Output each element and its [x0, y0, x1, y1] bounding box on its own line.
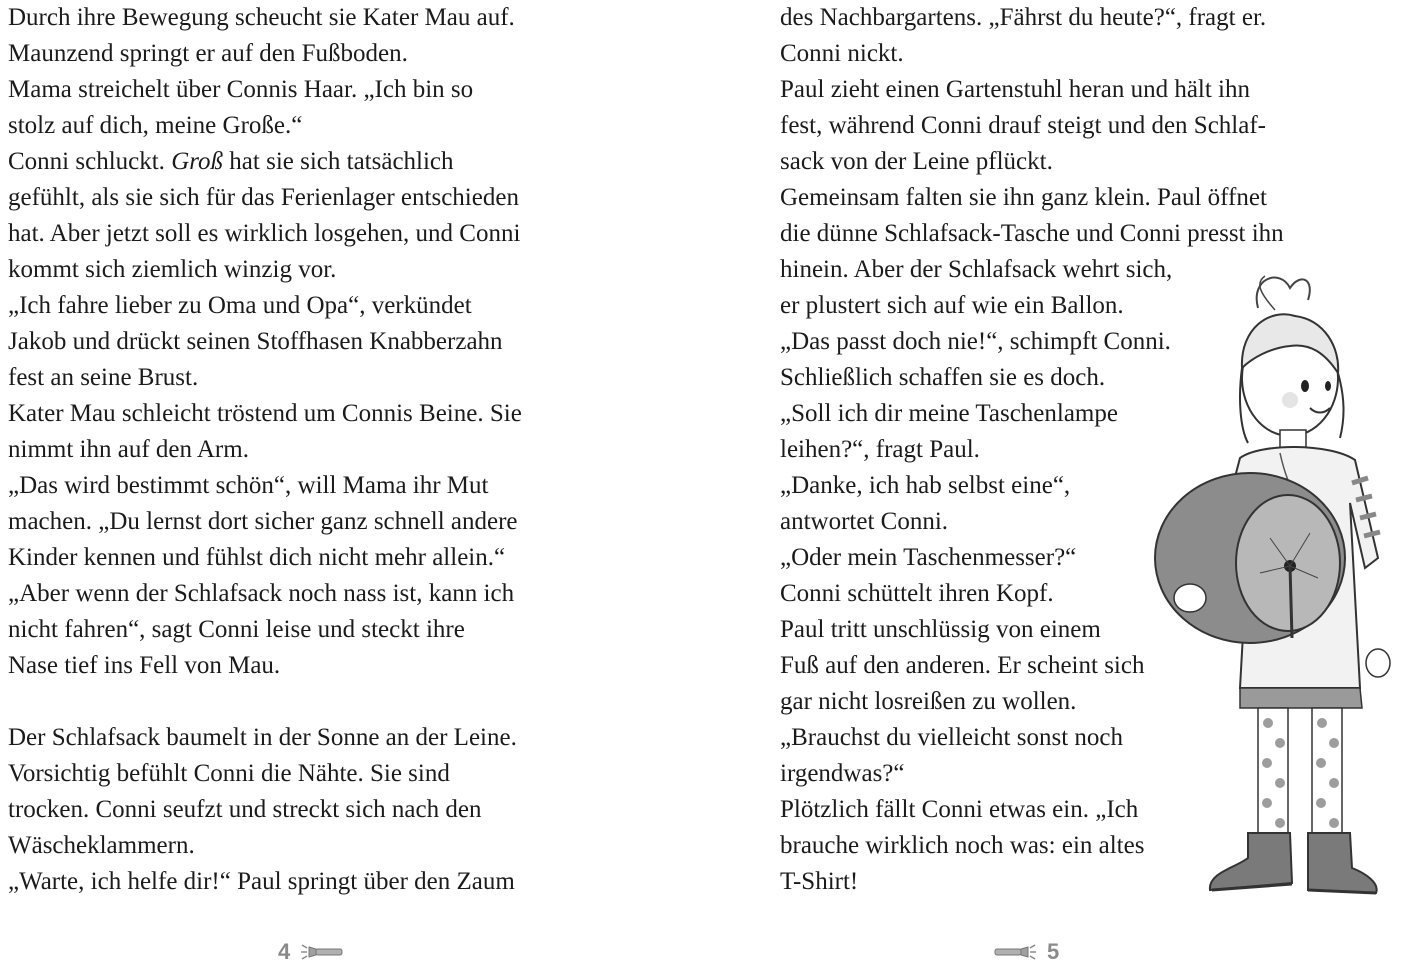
left-page-text	[8, 0, 522, 900]
text-line: er plustert sich auf wie ein Ballon.	[780, 292, 1124, 319]
text-line: Wäscheklammern.	[8, 832, 195, 859]
page-number: 4	[278, 939, 291, 964]
text-line: nimmt ihn auf den Arm.	[8, 436, 249, 463]
text-line: „Warte, ich helfe dir!“ Paul springt über den Zaum	[8, 868, 515, 895]
text-segment: Conni schluckt.	[8, 148, 172, 175]
text-line: „Soll ich dir meine Taschenlampe	[780, 400, 1118, 427]
page-number: 5	[1047, 939, 1060, 964]
text-line: des Nachbargartens. „Fährst du heute?“, fragt er.	[780, 4, 1267, 31]
text-line: „Brauchst du vielleicht sonst noch	[780, 724, 1123, 751]
text-line: Schließlich schaffen sie es doch.	[780, 364, 1106, 391]
girl-with-sleeping-bag-illustration	[1140, 268, 1408, 908]
text-line: Vorsichtig befühlt Conni die Nähte. Sie sind	[8, 760, 450, 787]
flashlight-icon	[300, 942, 344, 962]
text-line: Kinder kennen und fühlst dich nicht mehr allein.“	[8, 544, 506, 571]
text-line: Kater Mau schleicht tröstend um Connis Beine. Sie	[8, 400, 522, 427]
text-line: machen. „Du lernst dort sicher ganz schnell andere	[8, 508, 518, 535]
text-line: stolz auf dich, meine Große.“	[8, 112, 303, 139]
text-line: Conni nickt.	[780, 40, 904, 67]
text-line: Paul tritt unschlüssig von einem	[780, 616, 1101, 643]
text-line: Fuß auf den anderen. Er scheint sich	[780, 652, 1145, 679]
text-line: fest an seine Brust.	[8, 364, 199, 391]
text-line: Plötzlich fällt Conni etwas ein. „Ich	[780, 796, 1139, 823]
text-line: „Das passt doch nie!“, schimpft Conni.	[780, 328, 1171, 355]
text-line: Conni schüttelt ihren Kopf.	[780, 580, 1054, 607]
text-line: irgendwas?“	[780, 760, 905, 787]
text-line: leihen?“, fragt Paul.	[780, 436, 980, 463]
text-segment: hat sie sich tatsächlich	[223, 148, 454, 175]
text-line: „Aber wenn der Schlafsack noch nass ist, kann ich	[8, 580, 515, 607]
text-line: Maunzend springt er auf den Fußboden.	[8, 40, 408, 67]
left-page-footer	[278, 936, 344, 968]
text-line: kommt sich ziemlich winzig vor.	[8, 256, 337, 283]
text-line: T-Shirt!	[780, 868, 859, 895]
text-line: sack von der Leine pflückt.	[780, 148, 1053, 175]
text-line: Mama streichelt über Connis Haar. „Ich bin so	[8, 76, 474, 103]
text-line: Durch ihre Bewegung scheucht sie Kater Mau auf.	[8, 4, 515, 31]
right-page-footer	[993, 936, 1059, 968]
text-line: „Oder mein Taschenmesser?“	[780, 544, 1077, 571]
text-line: gefühlt, als sie sich für das Ferienlager entschieden	[8, 184, 519, 211]
text-line: „Ich fahre lieber zu Oma und Opa“, verkündet	[8, 292, 472, 319]
text-line: Nase tief ins Fell von Mau.	[8, 652, 281, 679]
text-line: brauche wirklich noch was: ein altes	[780, 832, 1145, 859]
text-line: „Danke, ich hab selbst eine“,	[780, 472, 1071, 499]
text-line: fest, während Conni drauf steigt und den Schlaf-	[780, 112, 1266, 139]
text-line: Jakob und drückt seinen Stoffhasen Knabberzahn	[8, 328, 503, 355]
text-line	[8, 144, 522, 180]
text-line: Gemeinsam falten sie ihn ganz klein. Paul öffnet	[780, 184, 1267, 211]
text-line: trocken. Conni seufzt und streckt sich nach den	[8, 796, 482, 823]
text-line: gar nicht losreißen zu wollen.	[780, 688, 1077, 715]
text-line: antwortet Conni.	[780, 508, 949, 535]
text-line: „Das wird bestimmt schön“, will Mama ihr Mut	[8, 472, 489, 499]
text-line: nicht fahren“, sagt Conni leise und steckt ihre	[8, 616, 465, 643]
text-line: hat. Aber jetzt soll es wirklich losgehen, und Conni	[8, 220, 521, 247]
text-line: hinein. Aber der Schlafsack wehrt sich,	[780, 256, 1173, 283]
text-line: Der Schlafsack baumelt in der Sonne an der Leine.	[8, 724, 517, 751]
blank-line	[8, 684, 522, 720]
text-line: die dünne Schlafsack-Tasche und Conni presst ihn	[780, 220, 1284, 247]
text-line: Paul zieht einen Gartenstuhl heran und hält ihn	[780, 76, 1251, 103]
italic-word: Groß	[171, 148, 224, 175]
flashlight-icon	[993, 942, 1037, 962]
